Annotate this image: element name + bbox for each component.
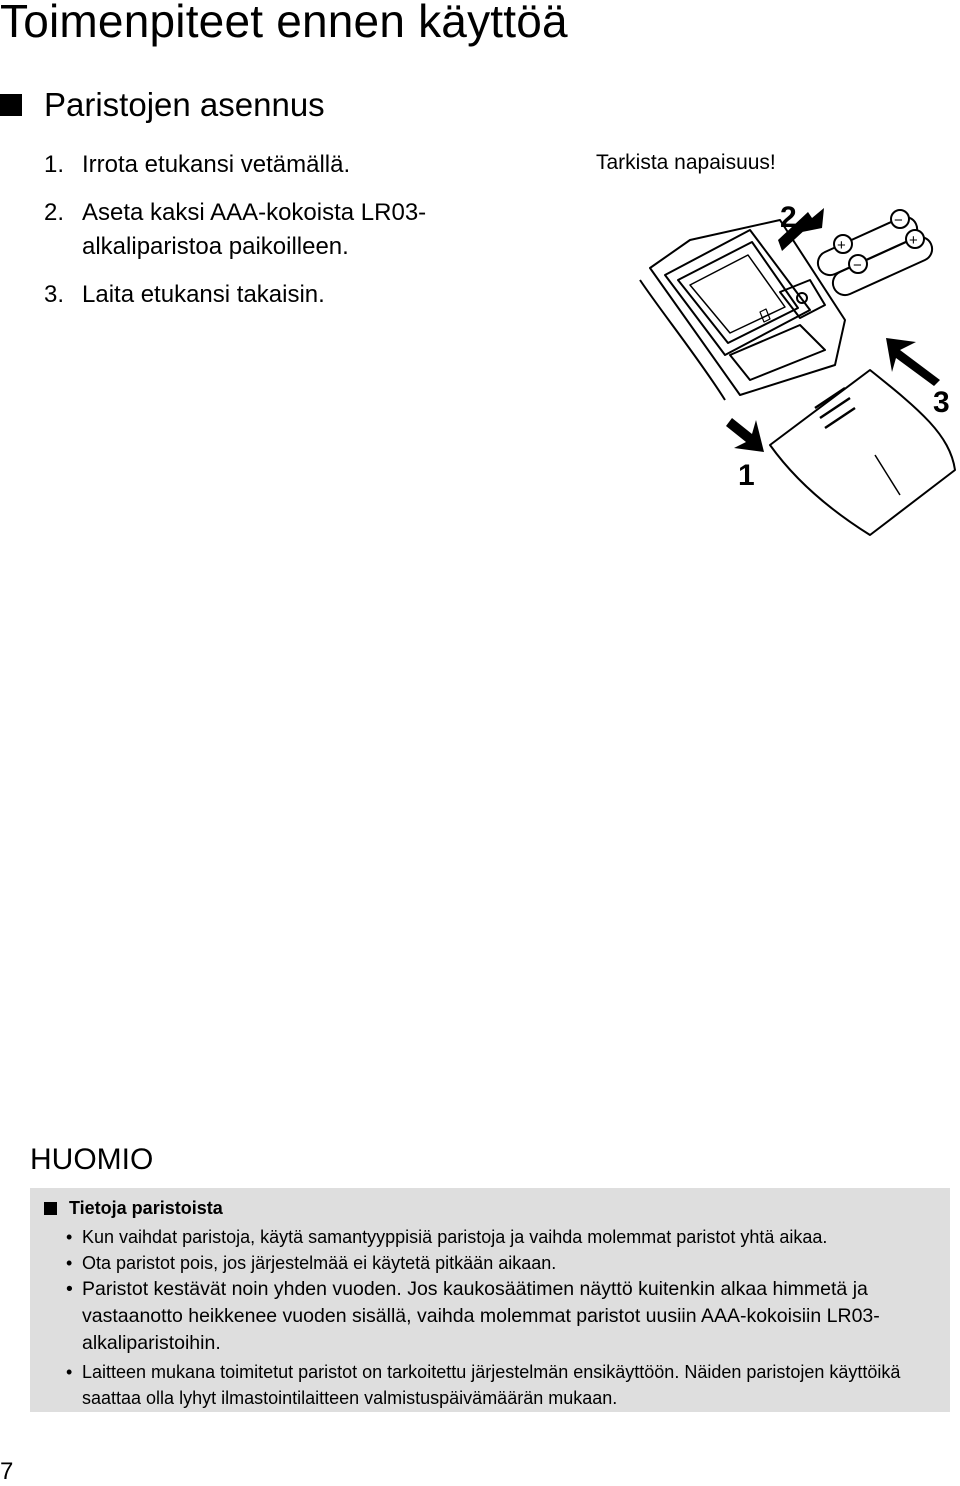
step-item: [44, 278, 564, 312]
minus-symbol: −: [894, 212, 903, 229]
note-item: [44, 1359, 936, 1411]
section-heading: [0, 85, 325, 125]
page-title: Toimenpiteet ennen käyttöä: [0, 0, 568, 47]
arrow-1-icon: [726, 418, 764, 452]
bullet-dot-icon: •: [66, 1278, 73, 1300]
polarity-note: Tarkista napaisuus!: [596, 151, 776, 174]
note-text: Kun vaihdat paristoja, käytä samantyyppisiä paristoja ja vaihda molemmat paristot yhtä aikaa.: [82, 1227, 828, 1247]
bullet-dot-icon: •: [66, 1253, 73, 1273]
bullet-dot-icon: •: [66, 1362, 73, 1382]
info-box-heading-text: Tietoja paristoista: [69, 1197, 223, 1218]
step-number: 3.: [44, 281, 65, 308]
label-1: 1: [738, 459, 755, 492]
caution-title: HUOMIO: [30, 1143, 154, 1176]
note-item: [44, 1276, 936, 1357]
step-text: Irrota etukansi vetämällä.: [82, 151, 351, 178]
remote-control-drawing: [640, 220, 845, 400]
battery-illustration: [630, 180, 960, 550]
installation-steps: [44, 148, 564, 326]
note-item: [44, 1224, 936, 1250]
note-text: Paristot kestävät noin yhden vuoden. Jos kaukosäätimen näyttö kuitenkin alkaa himmetä ja vastaanotto heikkenee vuoden sisällä, vaihda molemmat paristot uusiin AAA-kokoisiin LR03-alkaliparistoihin.: [82, 1278, 880, 1354]
battery-info-box: [30, 1188, 950, 1412]
batteries-drawing: [818, 210, 932, 295]
label-2: 2: [780, 201, 797, 234]
arrow-3-icon: [886, 338, 940, 386]
minus-symbol: −: [853, 257, 862, 274]
note-text: Ota paristot pois, jos järjestelmää ei käytetä pitkään aikaan.: [82, 1253, 557, 1273]
section-heading-text: Paristojen asennus: [44, 86, 325, 123]
bullet-dot-icon: •: [66, 1227, 73, 1247]
step-item: [44, 148, 564, 182]
plus-symbol: +: [909, 232, 918, 249]
info-box-heading: [44, 1196, 936, 1220]
step-text: Laita etukansi takaisin.: [82, 281, 325, 308]
step-number: 2.: [44, 199, 65, 226]
page-number: 7: [0, 1458, 14, 1485]
plus-symbol: +: [837, 237, 846, 254]
step-item: [44, 196, 564, 264]
note-text: Laitteen mukana toimitetut paristot on tarkoitettu järjestelmän ensikäyttöön. Näiden paristojen käyttöikä saattaa olla lyhyt ilmastointilaitteen valmistuspäivämäärän mukaan.: [82, 1362, 901, 1408]
step-text: Aseta kaksi AAA-kokoista LR03-alkaliparistoa paikoilleen.: [82, 199, 427, 260]
front-cover-drawing: [770, 370, 955, 535]
square-bullet-icon: [44, 1202, 57, 1215]
note-item: [44, 1250, 936, 1276]
label-3: 3: [933, 386, 950, 419]
step-number: 1.: [44, 151, 65, 178]
square-bullet-icon: [0, 94, 22, 116]
notes-list: [44, 1224, 936, 1411]
